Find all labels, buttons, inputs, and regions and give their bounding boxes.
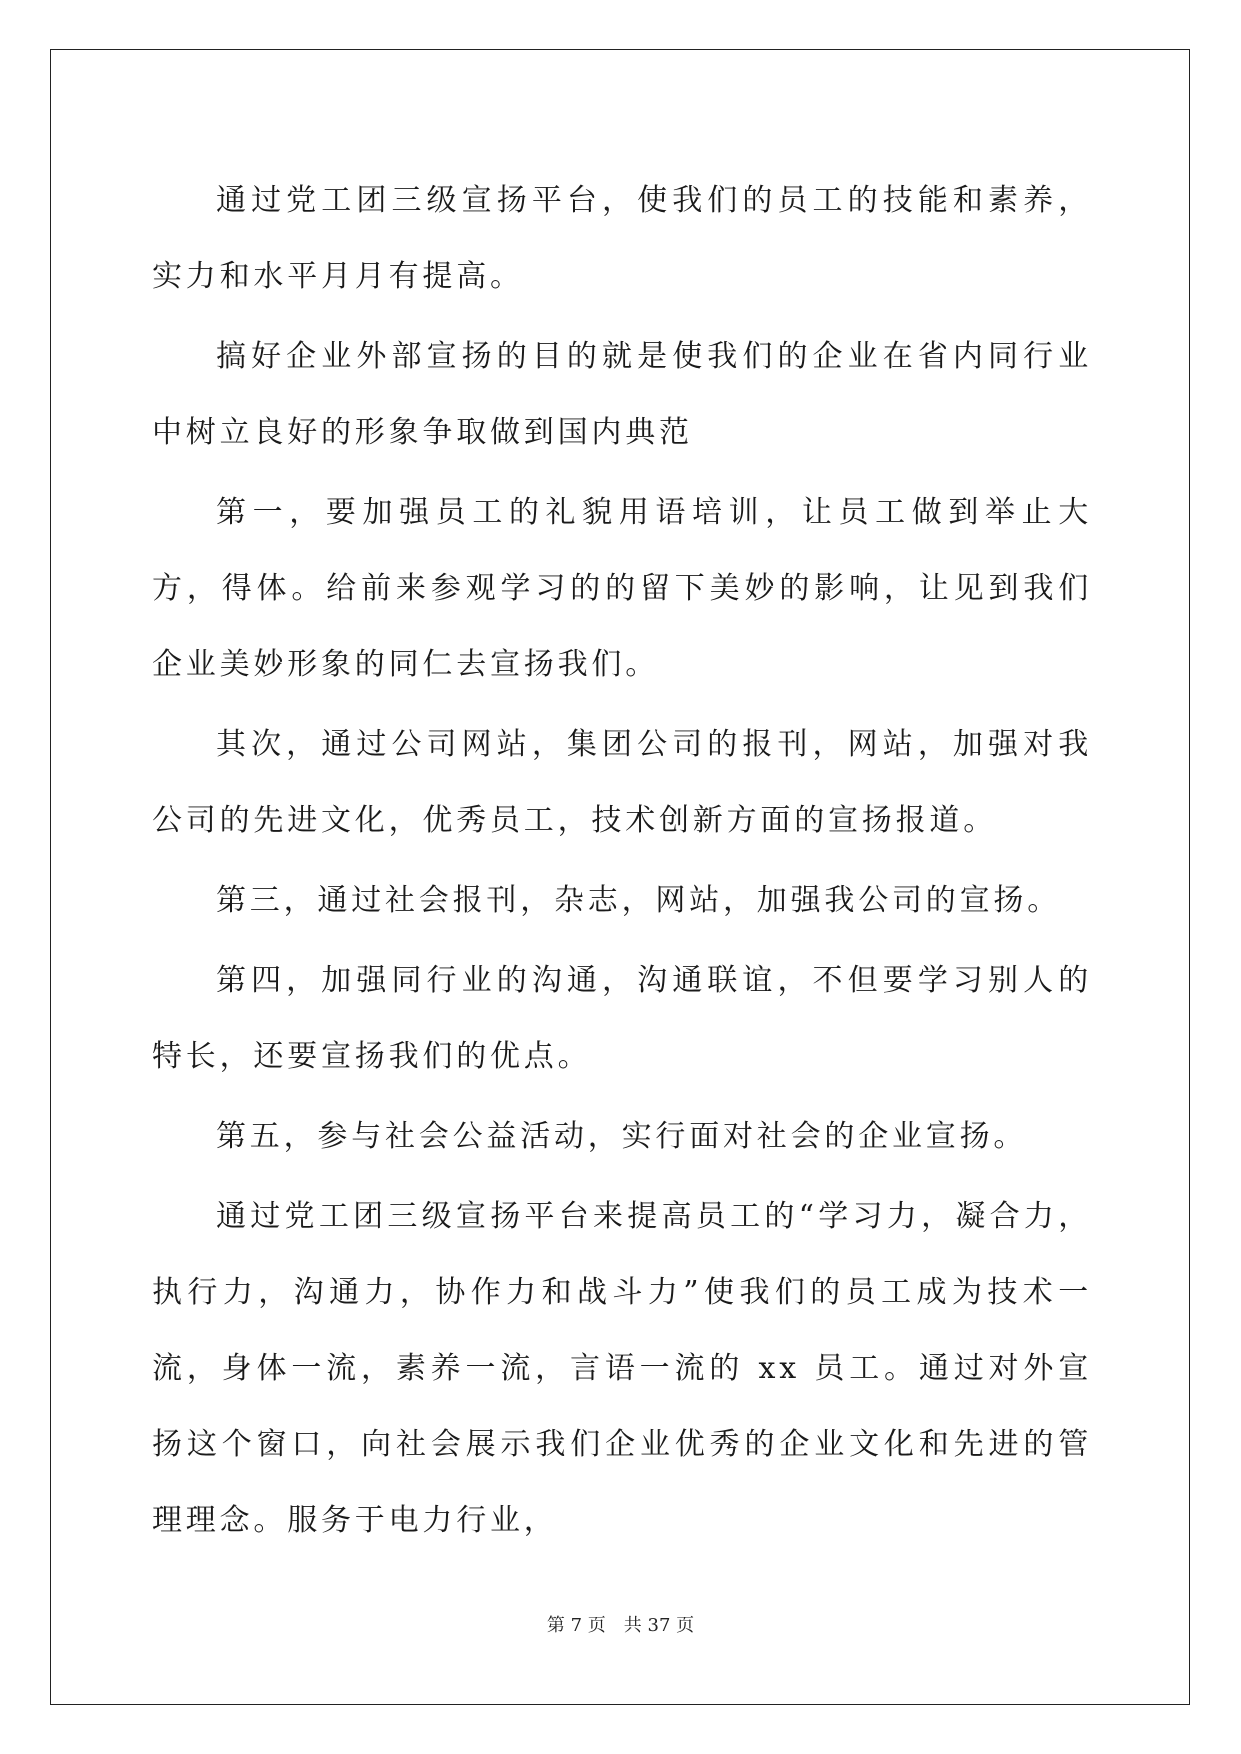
page-footer bbox=[0, 1614, 1241, 1638]
document-body bbox=[152, 163, 1092, 1563]
paragraph-5: 第三，通过社会报刊，杂志，网站，加强我公司的宣扬。 bbox=[216, 883, 1061, 918]
paragraph-3: 第一，要加强员工的礼貌用语培训，让员工做到举止大方，得体。给前来参观学习的的留下美妙的影响，让见到我们企业美妙形象的同仁去宣扬我们。 bbox=[152, 495, 1092, 682]
paragraph-7: 第五，参与社会公益活动，实行面对社会的企业宣扬。 bbox=[216, 1119, 1028, 1154]
paragraph-2: 搞好企业外部宣扬的目的就是使我们的企业在省内同行业中树立良好的形象争取做到国内典范 bbox=[152, 339, 1092, 450]
paragraph-8: 通过党工团三级宣扬平台来提高员工的“学习力，凝合力，执行力，沟通力，协作力和战斗力”使我们的员工成为技术一流，身体一流，素养一流，言语一流的 xx 员工。通过对外宣扬这个窗口，向社会展示我们企业优秀的企业文化和先进的管理理念。服务于电力行业， bbox=[152, 1199, 1092, 1538]
paragraph-6: 第四，加强同行业的沟通，沟通联谊，不但要学习别人的特长，还要宣扬我们的优点。 bbox=[152, 963, 1092, 1074]
page-number: 第 7 页 bbox=[546, 1615, 606, 1636]
paragraph-4: 其次，通过公司网站，集团公司的报刊，网站，加强对我公司的先进文化，优秀员工，技术创新方面的宣扬报道。 bbox=[152, 727, 1092, 838]
page-total: 共 37 页 bbox=[623, 1615, 695, 1636]
paragraph-1: 通过党工团三级宣扬平台，使我们的员工的技能和素养，实力和水平月月有提高。 bbox=[152, 183, 1092, 294]
